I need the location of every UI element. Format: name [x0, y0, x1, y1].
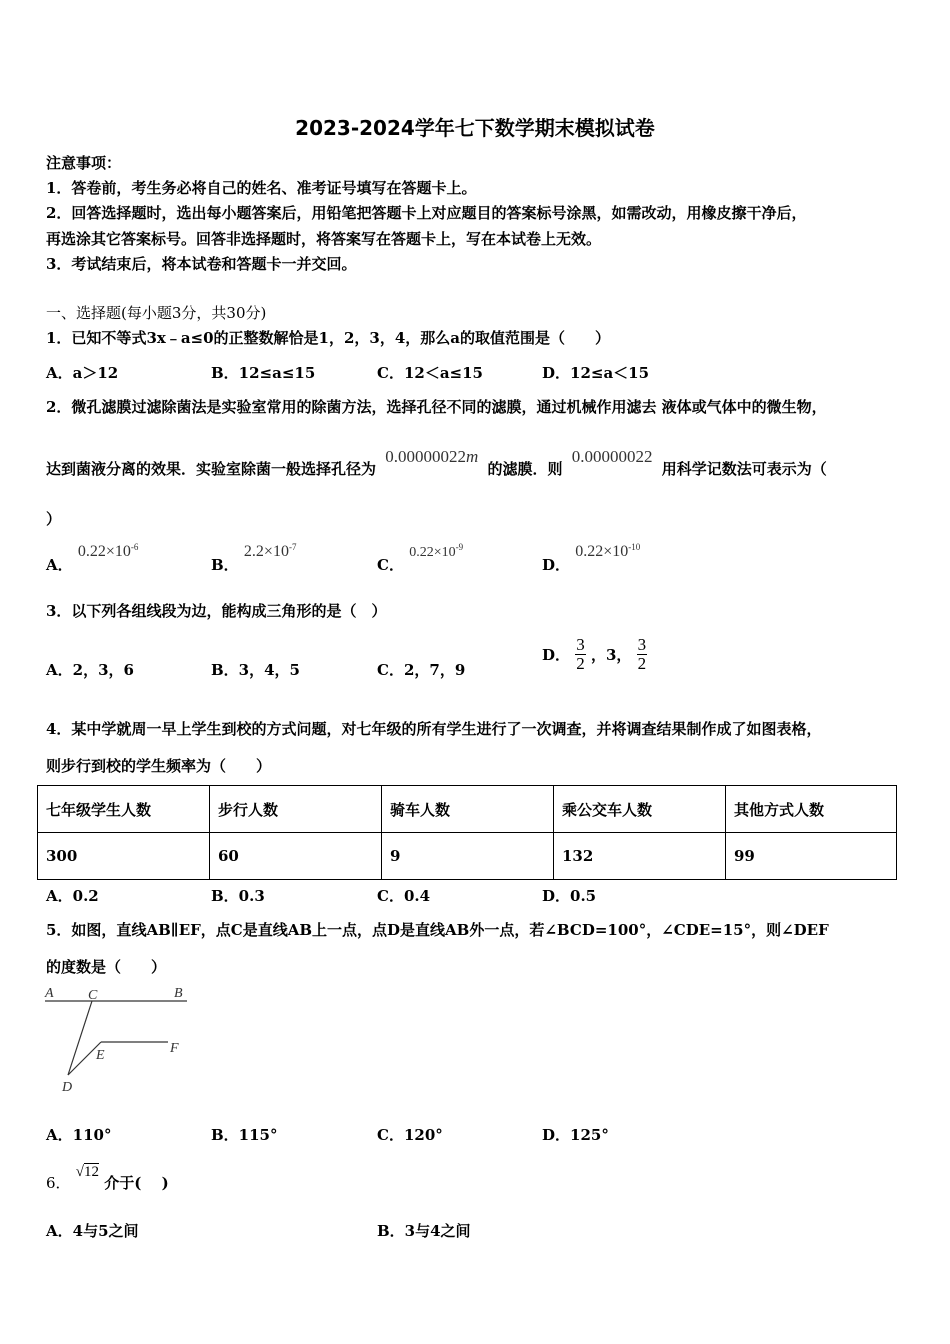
table-row	[38, 833, 897, 880]
q2-option-d	[542, 540, 641, 574]
q2-option-d-label: D．	[542, 556, 571, 574]
q2-text-a: 达到菌液分离的效果．实验室除菌一般选择孔径为	[46, 460, 377, 478]
q3-option-d-frac-2	[637, 636, 648, 673]
label-e: E	[96, 1048, 105, 1063]
sqrt-radicand: 12	[84, 1164, 100, 1180]
question-1-stem: 1．已知不等式3x﹣a≤0的正整数解恰是1，2，3，4，那么a的取值范围是（ ）	[46, 329, 611, 347]
notice-heading: 注意事项：	[46, 154, 122, 172]
table-header-cell: 七年级学生人数	[38, 786, 210, 833]
q2-option-d-base: 0.22×10	[575, 543, 629, 560]
q6-number: 6．	[46, 1174, 71, 1192]
question-4-stem-line2: 则步行到校的学生频率为（ ）	[46, 757, 272, 775]
q2-text-c: 用科学记数法可表示为（	[661, 460, 827, 478]
q2-option-b	[211, 540, 297, 574]
sqrt-expression: √12	[75, 1164, 100, 1180]
label-b: B	[174, 986, 183, 1001]
q2-option-d-exp: -10	[628, 542, 641, 552]
q5-option-b: B．115°	[211, 1126, 278, 1144]
page-title: 2023-2024学年七下数学期末模拟试卷	[295, 116, 655, 140]
q2-option-a-label: A．	[46, 556, 73, 574]
label-a: A	[45, 986, 54, 1001]
q3-option-d-frac-1	[575, 636, 586, 673]
q2-option-c	[377, 540, 464, 574]
q2-option-a	[46, 540, 139, 574]
notice-item: 1．答卷前，考生务必将自己的姓名、准考证号填写在答题卡上。	[46, 179, 477, 197]
geometry-figure	[40, 983, 200, 1095]
q2-math-a	[385, 447, 478, 466]
notice-item: 3．考试结束后，将本试卷和答题卡一并交回。	[46, 255, 357, 273]
q1-option-a: A．a＞12	[46, 364, 119, 382]
table-cell: 99	[726, 833, 897, 880]
q2-option-b-exp: -7	[288, 542, 297, 552]
q1-option-c: C．12＜a≤15	[377, 364, 483, 382]
q2-option-a-exp: -6	[130, 542, 139, 552]
q2-option-c-label: C．	[377, 556, 404, 574]
q3-option-d	[542, 636, 647, 673]
q4-option-d: D．0.5	[542, 887, 597, 905]
q6-stem-rest: 介于( )	[104, 1174, 169, 1192]
q2-math-a-unit: m	[466, 447, 479, 466]
notice-item: 2．回答选择题时，选出每小题答案后，用铅笔把答题卡上对应题目的答案标号涂黑，如需改动，用橡皮擦干净后，	[46, 204, 807, 222]
frac-numerator: 3	[576, 635, 585, 654]
q5-option-d: D．125°	[542, 1126, 609, 1144]
question-2-stem-line3: ）	[46, 510, 62, 528]
q2-option-b-base: 2.2×10	[243, 543, 289, 560]
table-header-row	[38, 786, 897, 833]
question-6-stem	[46, 1160, 169, 1192]
notice-item: 再选涂其它答案标号。回答非选择题时，将答案写在答题卡上，写在本试卷上无效。	[46, 230, 602, 248]
frac-numerator: 3	[637, 635, 647, 654]
q2-option-c-exp: -9	[455, 542, 464, 552]
question-3-stem: 3．以下列各组线段为边，能构成三角形的是（ ）	[46, 602, 387, 620]
q4-option-b: B．0.3	[211, 887, 265, 905]
question-2-stem-line2	[46, 447, 827, 479]
section-heading: 一、选择题(每小题3分，共30分)	[46, 304, 267, 322]
frac-denominator: 2	[637, 653, 647, 673]
survey-table	[37, 785, 897, 880]
label-f: F	[170, 1041, 179, 1056]
question-4-stem-line1: 4．某中学就周一早上学生到校的方式问题，对七年级的所有学生进行了一次调查，并将调查结果制作成了如图表格，	[46, 720, 822, 738]
q4-option-c: C．0.4	[377, 887, 431, 905]
frac-denominator: 2	[576, 653, 585, 673]
table-cell: 9	[382, 833, 554, 880]
q4-option-a: A．0.2	[46, 887, 99, 905]
q3-option-d-label: D．	[542, 645, 571, 664]
q2-math-a-value: 0.00000022	[385, 447, 466, 466]
q2-option-b-label: B．	[211, 556, 239, 574]
segment-cd	[68, 1001, 92, 1075]
q3-option-d-mid: ，3，	[590, 645, 632, 664]
table-header-cell: 骑车人数	[382, 786, 554, 833]
label-c: C	[88, 988, 98, 1003]
question-5-stem-line2: 的度数是（ ）	[46, 958, 167, 976]
q6-option-b: B．3与4之间	[377, 1222, 471, 1240]
table-header-cell: 乘公交车人数	[554, 786, 726, 833]
q6-option-a: A．4与5之间	[46, 1222, 139, 1240]
table-cell: 60	[210, 833, 382, 880]
q3-option-c: C．2，7，9	[377, 661, 466, 679]
q2-option-a-base: 0.22×10	[77, 543, 131, 560]
question-2-stem-line1: 2．微孔滤膜过滤除菌法是实验室常用的除菌方法，选择孔径不同的滤膜，通过机械作用滤去 液体或气体中的微生物，	[46, 398, 827, 416]
q2-option-c-base: 0.22×10	[409, 545, 456, 560]
label-d: D	[62, 1080, 73, 1095]
q2-math-b: 0.00000022	[571, 447, 653, 466]
table-header-cell: 其他方式人数	[726, 786, 897, 833]
q2-text-b: 的滤膜．则	[487, 460, 563, 478]
table-header-cell: 步行人数	[210, 786, 382, 833]
table-cell: 132	[554, 833, 726, 880]
q3-option-b: B．3，4，5	[211, 661, 300, 679]
q1-option-b: B．12≤a≤15	[211, 364, 316, 382]
q1-option-d: D．12≤a＜15	[542, 364, 650, 382]
question-5-stem-line1: 5．如图，直线AB∥EF，点C是直线AB上一点，点D是直线AB外一点，若∠BCD=100°，∠CDE=15°，则∠DEF	[46, 921, 829, 939]
q5-option-a: A．110°	[46, 1126, 112, 1144]
table-cell: 300	[38, 833, 210, 880]
q3-option-a: A．2，3，6	[46, 661, 134, 679]
q5-option-c: C．120°	[377, 1126, 443, 1144]
